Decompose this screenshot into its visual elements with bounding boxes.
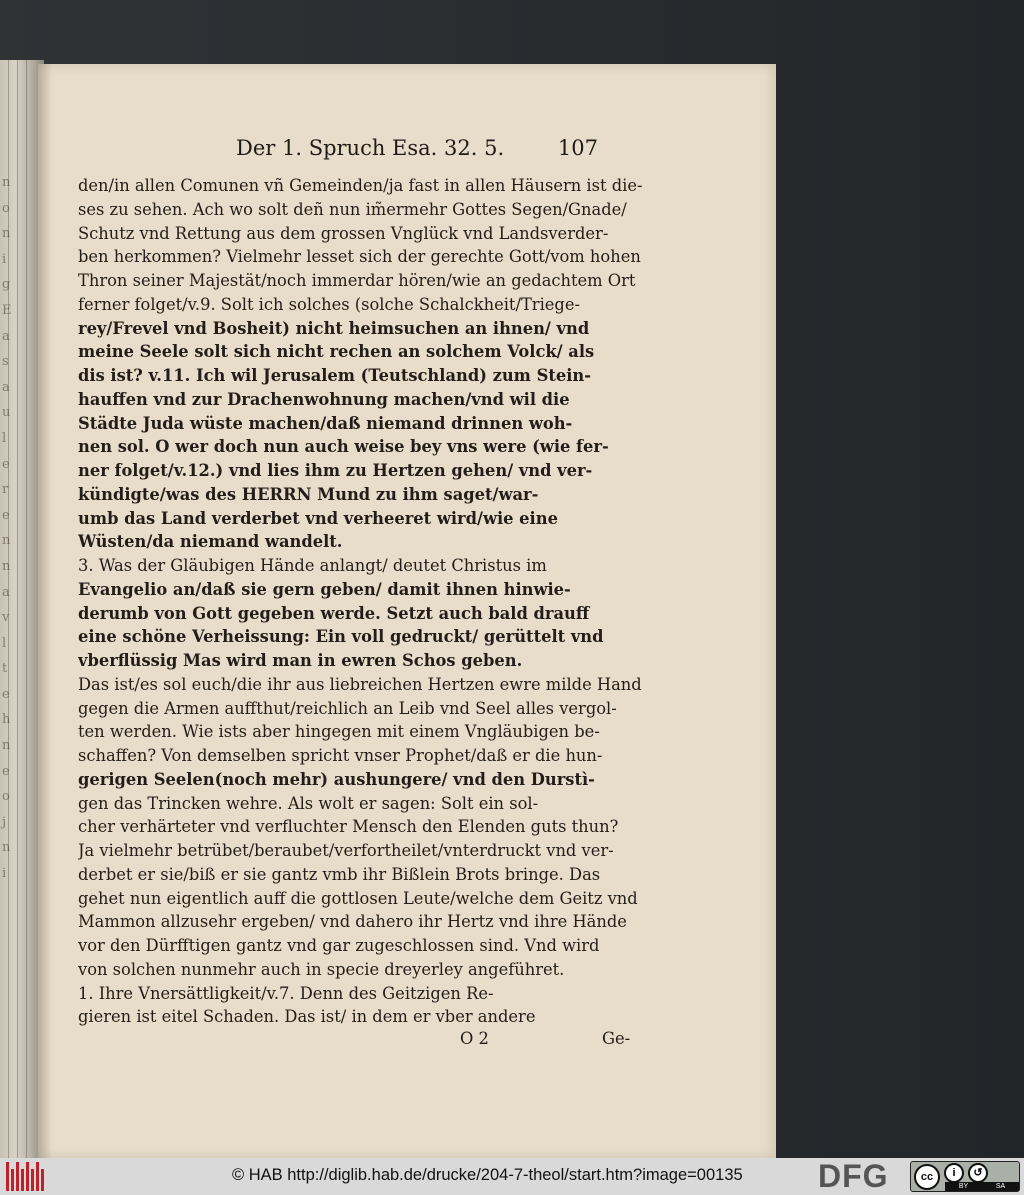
viewer-footer-bar [0,1158,1024,1195]
running-head-title: Der 1. Spruch Esa. 32. 5. [236,136,505,160]
text-line: gegen die Armen auffthut/reichlich an Leib vnd Seel alles vergol- [78,698,617,718]
previous-page-char: e [2,456,10,472]
previous-page-char: n [2,226,11,242]
text-line: Das ist/es sol euch/die ihr aus liebreichen Hertzen ewre milde Hand [78,674,642,694]
text-line: Wüsten/da niemand wandelt. [78,532,343,552]
text-line: gerigen Seelen(noch mehr) aushungere/ vnd den Durstì- [78,769,595,789]
text-line: Mammon allzusehr ergeben/ vnd dahero ihr Hertz vnd ihre Hände [78,912,627,932]
text-line: derumb von Gott gegeben werde. Setzt auch bald drauff [78,603,590,623]
previous-page-char: s [2,354,9,370]
previous-page-text-fragment [2,170,18,887]
previous-page-char: l [2,635,7,651]
previous-page-char: h [2,712,11,728]
text-line: eine schöne Verheissung: Ein voll gedruckt/ gerüttelt vnd [78,627,604,647]
cc-label-bar [945,1182,1019,1191]
text-line: 1. Ihre Vnersättligkeit/v.7. Denn des Geitzigen Re- [78,983,494,1003]
text-line: Evangelio an/daß sie gern geben/ damit ihnen hinwie- [78,579,571,599]
previous-page-char: E [2,302,12,318]
text-line: derbet er sie/biß er sie gantz vmb ihr Bißlein Brots bringe. Das [78,864,601,884]
previous-page-char: j [2,814,7,830]
text-line: ben herkommen? Vielmehr lesset sich der gerechte Gott/vom hohen [78,247,641,267]
text-line: cher verhärteter vnd verfluchter Mensch den Elenden guts thun? [78,817,619,837]
text-line: vor den Dürfftigen gantz vnd gar zugeschlossen sind. Vnd wird [78,936,600,955]
signature-line [78,1029,678,1053]
text-line: den/in allen Comunen vñ Gemeinden/ja fast in allen Häusern ist die- [78,176,643,195]
text-line: schaffen? Von demselben spricht vnser Prophet/daß er die hun- [78,746,603,765]
previous-page-char: n [2,558,11,574]
previous-page-char: a [2,379,10,395]
page-edge-line [26,60,27,1158]
previous-page-char: v [2,610,10,626]
text-line: 3. Was der Gläubigen Hände anlangt/ deutet Christus im [78,556,547,575]
cc-license-badge[interactable] [910,1161,1020,1192]
text-line: vberflüssig Mas wird man in ewren Schos geben. [78,651,523,670]
text-line: nen sol. O wer doch nun auch weise bey vns were (wie fer- [78,437,609,457]
catchword: Ge- [602,1029,631,1048]
previous-page-char: a [2,584,10,600]
text-line: ner folget/v.12.) vnd lies ihm zu Hertzen gehen/ vnd ver- [78,461,593,480]
text-line: ferner folget/v.9. Solt ich solches (solche Schalckheit/Triege- [78,294,580,314]
text-line: Schutz vnd Rettung aus dem grossen Vnglück vnd Landsverder- [78,223,609,243]
hab-logo[interactable] [6,1162,48,1191]
book-page [38,64,776,1158]
text-line: Ja vielmehr betrübet/beraubet/verfortheilet/vnterdruckt vnd ver- [78,841,614,860]
share-alike-icon: ↺ [968,1163,988,1183]
text-line: von solchen nunmehr auch in specie dreyerley angeführet. [78,959,565,979]
text-line: gen das Trincken wehre. Als wolt er sagen: Solt ein sol- [78,793,539,813]
previous-page-char: r [2,482,9,498]
previous-page-char: t [2,661,8,677]
text-line: ses zu sehen. Ach wo solt deñ nun im̃ermehr Gottes Segen/Gnade/ [78,199,627,219]
signature-mark: O 2 [460,1029,489,1048]
previous-page-char: e [2,763,10,779]
text-line: Thron seiner Majestät/noch immerdar hören/wie an gedachtem Ort [78,271,636,290]
text-line: meine Seele solt sich nicht rechen an solchem Volck/ als [78,342,595,362]
previous-page-char: n [2,533,11,549]
text-line: gieren ist eitel Schaden. Das ist/ in dem er vber andere [78,1007,536,1027]
cc-by-label: BY [958,1183,969,1190]
text-line: dis ist? v.11. Ich wil Jerusalem (Teutschland) zum Stein- [78,366,591,385]
previous-page-char: l [2,430,7,446]
dfg-logo[interactable]: DFG [818,1158,889,1194]
text-line: kündigte/was des HERRN Mund zu ihm saget/war- [78,484,539,504]
page-number: 107 [557,136,598,160]
page-text [78,174,678,1029]
text-line: umb das Land verderbet vnd verheeret wird/wie eine [78,508,558,528]
text-line: hauffen vnd zur Drachenwohnung machen/vnd wil die [78,389,570,409]
previous-page-char: o [2,789,10,805]
previous-page-char: i [2,251,7,267]
cc-sa-label: SA [995,1183,1006,1190]
cc-icon: cc [914,1164,940,1190]
running-head [198,136,638,164]
text-line: Städte Juda wüste machen/daß niemand drinnen woh- [78,413,573,433]
previous-page-char: e [2,507,10,523]
previous-page-char: n [2,738,11,754]
previous-page-char: a [2,328,10,344]
text-line: gehet nun eigentlich auff die gottlosen Leute/welche dem Geitz vnd [78,888,638,908]
previous-page-char: o [2,200,10,216]
text-line: ten werden. Wie ists aber hingegen mit einem Vngläubigen be- [78,722,600,742]
previous-page-char: e [2,686,10,702]
text-line: rey/Frevel vnd Bosheit) nicht heimsuchen an ihnen/ vnd [78,318,590,338]
by-attribution-icon: i [944,1163,964,1183]
copyright-link[interactable]: © HAB http://diglib.hab.de/drucke/204-7-theol/start.htm?image=00135 [232,1166,743,1184]
previous-page-char: i [2,866,7,882]
previous-page-char: n [2,840,11,856]
previous-page-char: n [2,175,11,190]
previous-page-char: g [2,277,11,293]
previous-page-char: u [2,405,11,421]
